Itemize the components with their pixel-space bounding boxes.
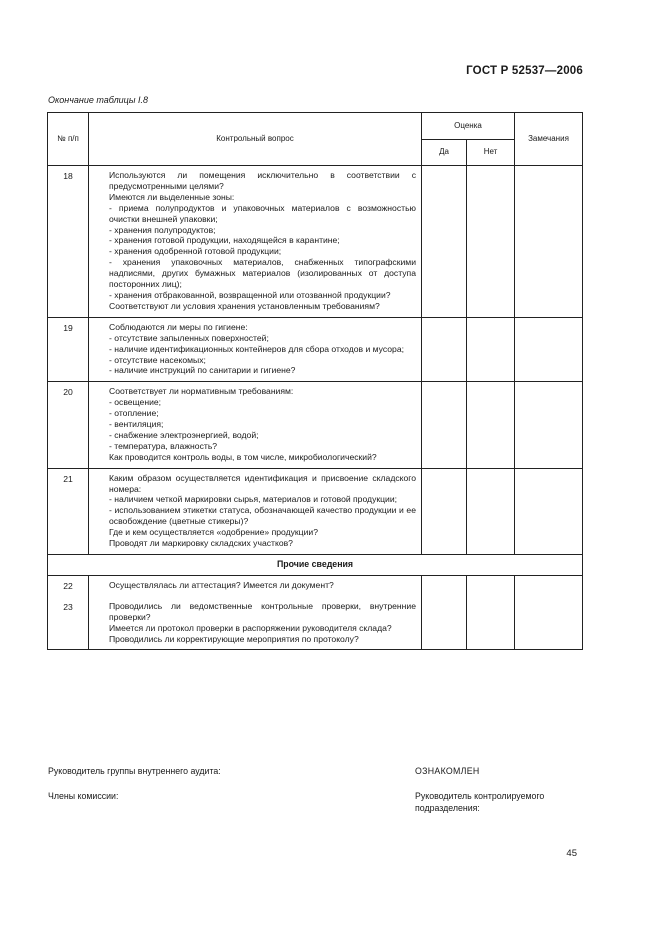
remarks-cell[interactable] — [515, 166, 583, 318]
yes-cell[interactable] — [422, 317, 467, 382]
table-row — [48, 317, 583, 382]
question-cell — [89, 317, 422, 382]
question-line: - снабжение электроэнергией, водой; — [109, 429, 259, 440]
question-line: - использованием этикетки статуса, обозначающей качество продукции и ее освобождение (цветные стикеры)? — [109, 505, 416, 527]
commission-members-label: Члены комиссии: — [48, 791, 119, 801]
yes-cell[interactable] — [422, 468, 467, 554]
row-number-group — [48, 575, 89, 650]
row-number: 23 — [63, 601, 73, 612]
question-line: Используются ли помещения исключительно в соответствии с предусмотренными целями? — [109, 170, 416, 191]
yes-cell[interactable] — [422, 166, 467, 318]
remarks-cell[interactable] — [515, 317, 583, 382]
row-number: 18 — [48, 166, 89, 318]
remarks-cell[interactable] — [515, 575, 583, 650]
question-line: - освещение; — [109, 397, 162, 408]
header-yes: Да — [422, 140, 467, 166]
question-cell — [89, 382, 422, 468]
question-line: - хранения одобренной готовой продукции; — [109, 246, 282, 257]
question-cell — [89, 468, 422, 554]
row-number: 19 — [48, 317, 89, 382]
table-row — [48, 382, 583, 468]
checklist-table — [47, 112, 583, 650]
question-line: - наличие инструкций по санитарии и гигиене? — [109, 365, 296, 376]
remarks-cell[interactable] — [515, 382, 583, 468]
row-number: 22 — [63, 580, 73, 591]
question-line: - наличие идентификационных контейнеров для сбора отходов и мусора; — [109, 343, 404, 354]
question-line: - отсутствие насекомых; — [109, 354, 206, 365]
question-line: Соответствуют ли условия хранения установленным требованиям? — [109, 300, 380, 311]
question-line: - хранения полупродуктов; — [109, 224, 216, 235]
question-line: Соблюдаются ли меры по гигиене: — [109, 321, 248, 332]
no-cell[interactable] — [467, 468, 515, 554]
no-cell[interactable] — [467, 317, 515, 382]
table-row — [48, 468, 583, 554]
question-line: Где и кем осуществляется «одобрение» продукции? — [109, 527, 318, 538]
question-line: Каким образом осуществляется идентификация и присвоение складского номера: — [109, 472, 416, 494]
question-line: - приема полупродуктов и упаковочных материалов с возможностью очистки внешней упаковки; — [109, 202, 416, 224]
no-cell[interactable] — [467, 382, 515, 468]
question-line: Соответствует ли нормативным требованиям: — [109, 386, 294, 397]
question-line: Как проводится контроль воды, в том числе, микробиологический? — [109, 451, 377, 462]
question-cell — [89, 166, 422, 318]
table-row — [48, 166, 583, 318]
acknowledged-label: ОЗНАКОМЛЕН — [415, 766, 480, 776]
section-title: Прочие сведения — [48, 555, 583, 576]
header-no: Нет — [467, 140, 515, 166]
question-line: - хранения отбракованной, возвращенной или отозванной продукции? — [109, 289, 391, 300]
question-line: - хранения упаковочных материалов, снабженных типографскими надписями, других бумажных материалов (изолированных от доступа посторонних лиц); — [109, 257, 416, 290]
yes-cell[interactable] — [422, 575, 467, 650]
no-cell[interactable] — [467, 166, 515, 318]
table-caption: Окончание таблицы I.8 — [48, 95, 148, 105]
unit-head-line-2: подразделения: — [415, 803, 480, 813]
question-line: - температура, влажность? — [109, 440, 218, 451]
question-line: Проводят ли маркировку складских участков? — [109, 538, 293, 549]
question-line: - наличием четкой маркировки сырья, материалов и готовой продукции; — [109, 494, 398, 505]
question-line: - хранения готовой продукции, находящейся в карантине; — [109, 235, 340, 246]
remarks-cell[interactable] — [515, 468, 583, 554]
standard-number: ГОСТ Р 52537—2006 — [466, 65, 583, 77]
section-row — [48, 555, 583, 576]
unit-head-line-1: Руководитель контролируемого — [415, 791, 545, 801]
unit-head-label — [415, 790, 544, 814]
question-line: - отопление; — [109, 408, 159, 419]
question-line: Проводились ли корректирующие мероприятия по протоколу? — [109, 633, 359, 644]
header-rating: Оценка — [422, 113, 515, 140]
row-number: 20 — [48, 382, 89, 468]
question-line: Имеются ли выделенные зоны: — [109, 191, 235, 202]
question-cell — [89, 575, 422, 650]
no-cell[interactable] — [467, 575, 515, 650]
header-remarks: Замечания — [515, 113, 583, 166]
yes-cell[interactable] — [422, 382, 467, 468]
header-num: № п/п — [48, 113, 89, 166]
question-line: Осуществлялась ли аттестация? Имеется ли документ? — [109, 579, 334, 590]
question-line: - отсутствие запыленных поверхностей; — [109, 332, 269, 343]
row-number: 21 — [48, 468, 89, 554]
question-line: - вентиляция; — [109, 419, 164, 430]
header-question: Контрольный вопрос — [89, 113, 422, 166]
page-number: 45 — [566, 848, 577, 859]
table-row — [48, 575, 583, 650]
question-line: Имеется ли протокол проверки в распоряжении руководителя склада? — [109, 622, 392, 633]
question-line: Проводились ли ведомственные контрольные проверки, внутренние проверки? — [109, 600, 416, 622]
audit-head-label: Руководитель группы внутреннего аудита: — [48, 766, 221, 776]
